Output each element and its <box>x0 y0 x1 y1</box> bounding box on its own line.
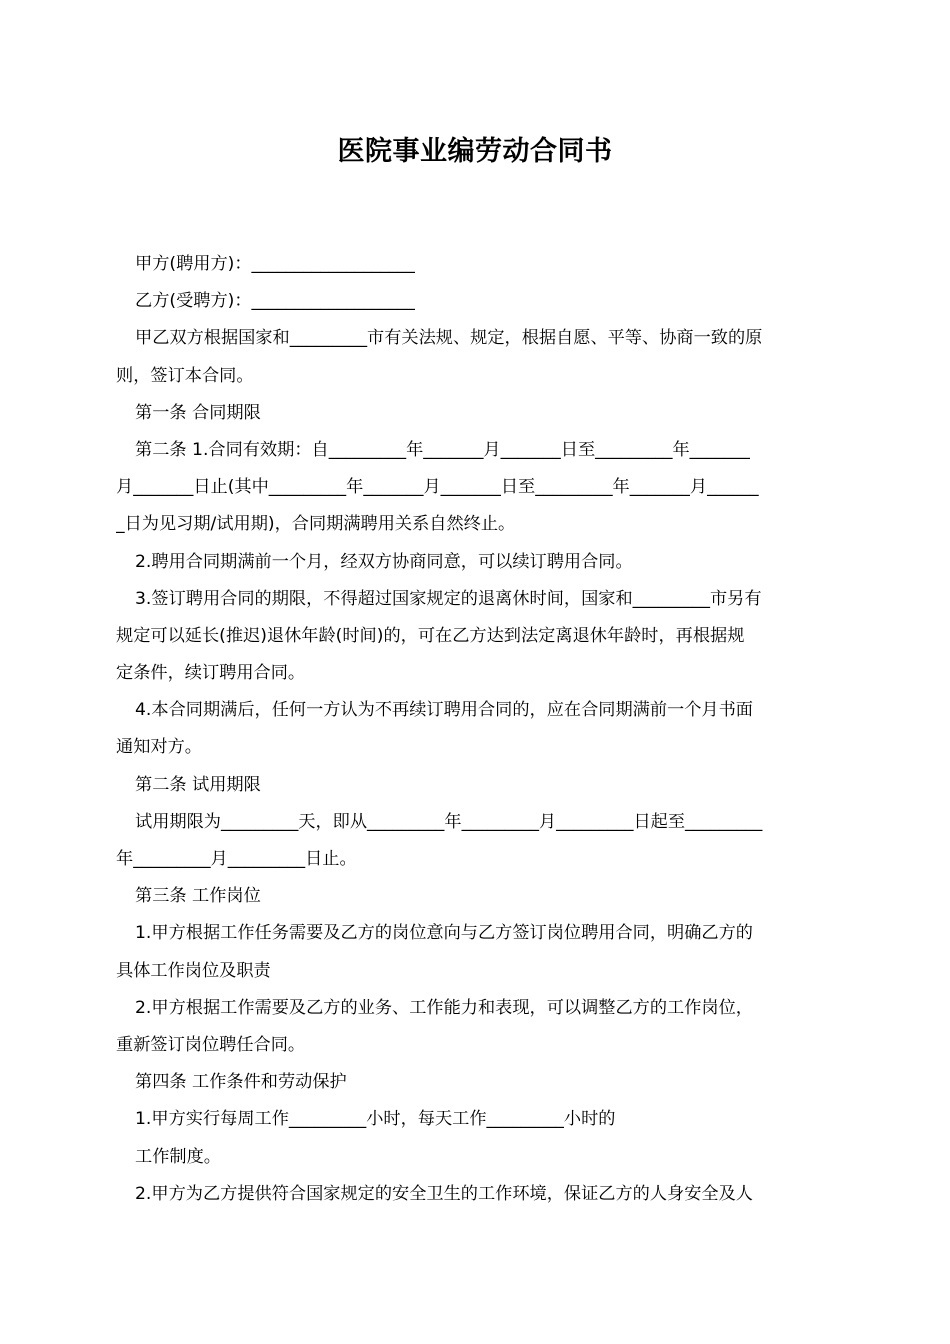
contract-line: 第二条 1.合同有效期：自_________年_______月_______日至_________年_______ <box>135 439 750 460</box>
contract-line: 工作制度。 <box>135 1146 221 1167</box>
contract-line: 2.甲方为乙方提供符合国家规定的安全卫生的工作环境，保证乙方的人身安全及人 <box>135 1183 753 1204</box>
contract-line: 4.本合同期满后，任何一方认为不再续订聘用合同的，应在合同期满前一个月书面 <box>135 700 753 721</box>
contract-line: 第三条 工作岗位 <box>135 886 261 907</box>
contract-line: 2.甲方根据工作需要及乙方的业务、工作能力和表现，可以调整乙方的工作岗位， <box>135 997 753 1018</box>
contract-line: 第四条 工作条件和劳动保护 <box>135 1072 347 1093</box>
contract-line: 1.甲方实行每周工作_________小时，每天工作_________小时的 <box>135 1109 616 1130</box>
contract-line: 重新签订岗位聘任合同。 <box>116 1034 306 1055</box>
contract-line: 规定可以延长(推迟)退休年龄(时间)的，可在乙方达到法定离退休年龄时，再根据规 <box>116 625 745 646</box>
contract-line: 月_______日止(其中_________年_______月_______日至_________年_______月______ <box>116 477 759 498</box>
contract-line: 1.甲方根据工作任务需要及乙方的岗位意向与乙方签订岗位聘用合同，明确乙方的 <box>135 923 753 944</box>
contract-line: 具体工作岗位及职责 <box>116 960 271 981</box>
contract-body <box>116 246 836 1213</box>
document-title: 医院事业编劳动合同书 <box>337 136 613 167</box>
contract-line: _日为见习期/试用期)，合同期满聘用关系自然终止。 <box>116 514 516 535</box>
contract-line: 第一条 合同期限 <box>135 402 261 423</box>
contract-line: 年_________月_________日止。 <box>116 849 357 869</box>
contract-line: 甲方(聘用方)：___________________ <box>135 254 415 274</box>
contract-line: 试用期限为_________天，即从_________年_________月_________日起至_________ <box>135 811 763 832</box>
contract-line: 则，签订本合同。 <box>116 365 254 386</box>
contract-line: 定条件，续订聘用合同。 <box>116 663 306 684</box>
contract-line: 3.签订聘用合同的期限，不得超过国家规定的退离休时间，国家和_________市另有 <box>135 588 762 609</box>
contract-line: 通知对方。 <box>116 737 202 758</box>
contract-line: 第二条 试用期限 <box>135 774 261 795</box>
contract-line: 2.聘用合同期满前一个月，经双方协商同意，可以续订聘用合同。 <box>135 551 633 572</box>
contract-line: 乙方(受聘方)：___________________ <box>135 291 415 312</box>
contract-line: 甲乙双方根据国家和_________市有关法规、规定，根据自愿、平等、协商一致的原 <box>135 328 763 349</box>
